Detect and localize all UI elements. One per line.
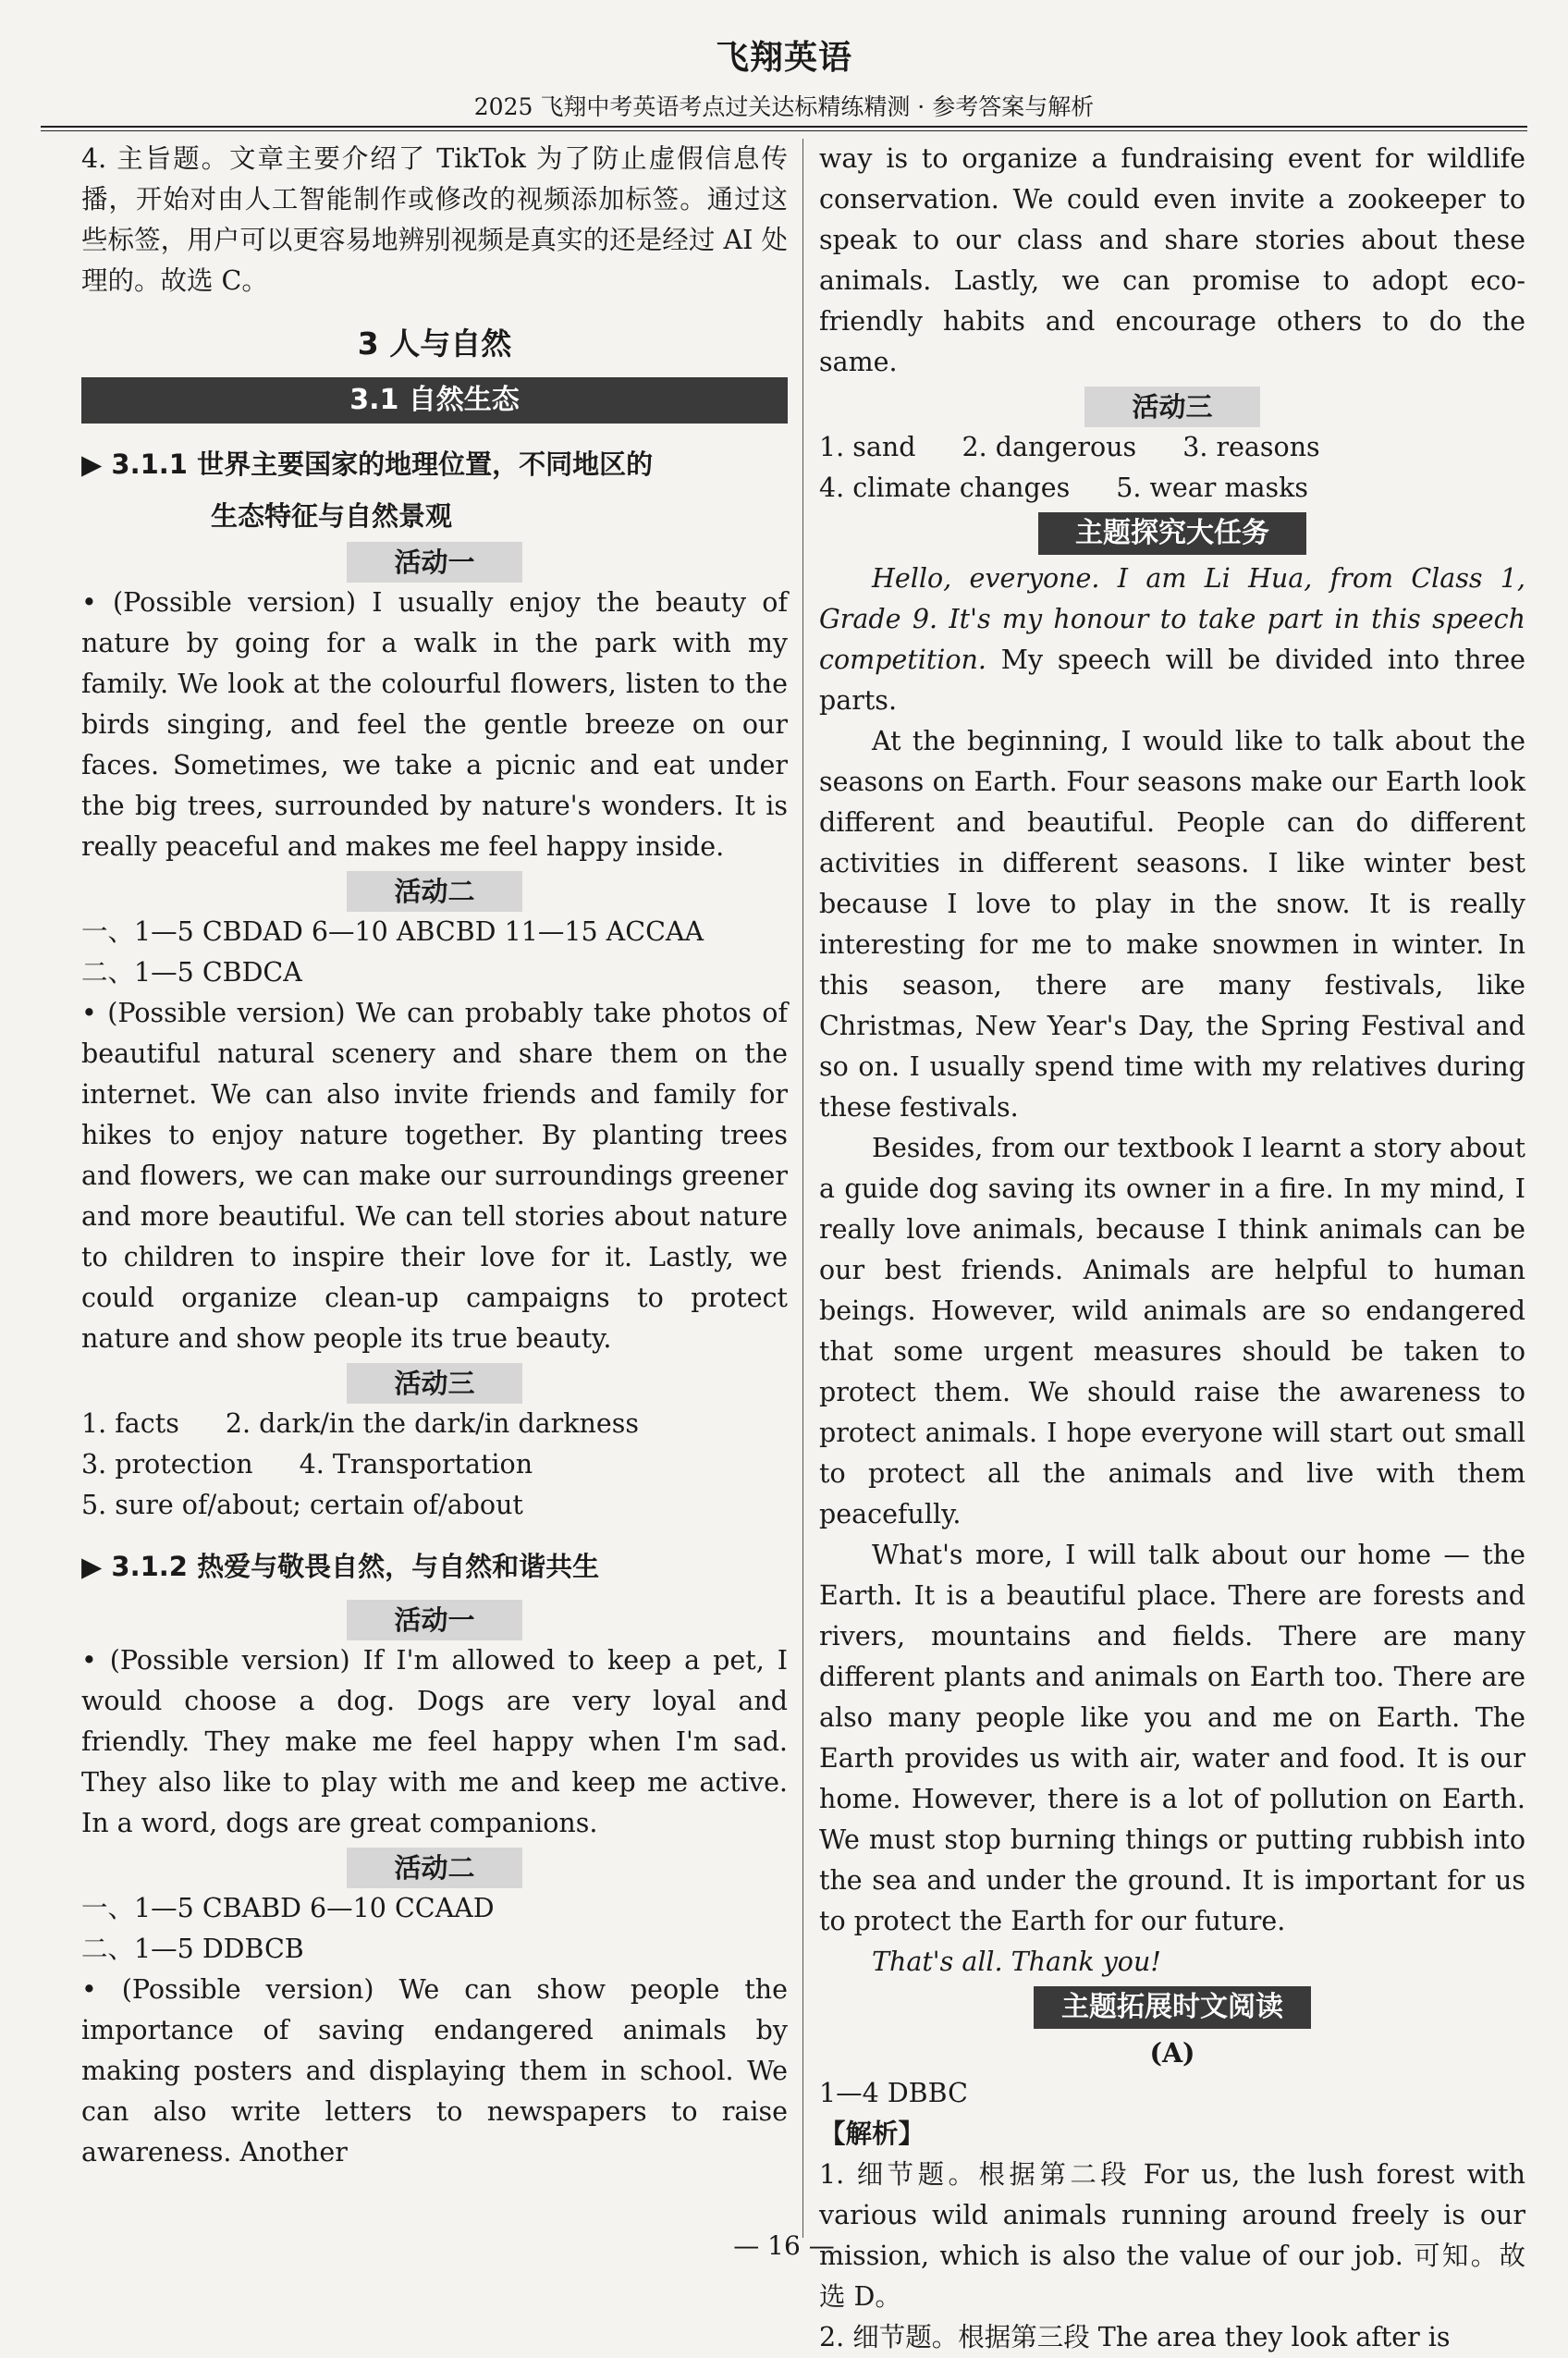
t1-activity3-answers [81,1404,788,1526]
speech-para-2: Besides, from our textbook I learnt a story about a guide dog saving its owner in a fire. In my mind, I really love animals, because I think animals can be our best friends. Animals are helpful to human beings. However, wild animals are so endangered that some urgent measures should be taken to protect them. We should raise the awareness to protect animals. I hope everyone will start out small to protect all the animals and live with them peacefully. [819,1133,1525,1529]
answer-item: 5. sure of/about; certain of/about [81,1490,523,1520]
answer-item: 1. facts [81,1408,179,1439]
speech-para-1: At the beginning, I would like to talk about the seasons on Earth. Four seasons make our Earth look different and beautiful. People can do different activities in different seasons. I like winter best because I love to play in the snow. It is really interesting for me to make snowmen in winter. In this season, there are many festivals, like Christmas, New Year's Day, the Spring Festival and so on. I usually spend time with my relatives during these festivals. [819,726,1525,1123]
answer-4: 4. 主旨题。文章主要介绍了 TikTok 为了防止虚假信息传播，开始对由人工智能制作或修改的视频添加标签。通过这些标签，用户可以更容易地辨别视频是真实的还是经过 AI 处理的。故选 C。 [81,143,788,296]
header-rule-thin [41,130,1527,131]
activity-3-tag: 活动三 [1084,387,1260,427]
speech-intro [819,559,1525,721]
analysis-1: 1. 细节题。根据第二段 For us, the lush forest with various wild animals running around freely is our mission, which is also the value of our job. 可知。故选 D。 [819,2159,1525,2312]
t2-activity2-answers-2: 二、1—5 DDBCB [81,1934,304,1964]
activity3-answers [819,427,1525,509]
big-task-tag: 主题探究大任务 [1038,512,1306,555]
analysis-2: 2. 细节题。根据第三段 The area they look after is [819,2322,1451,2352]
topic-3-1-2-title: ▶ 3.1.2 热爱与敬畏自然，与自然和谐共生 [81,1551,600,1582]
t2-activity2-text: • (Possible version) We can show people the importance of saving endangered animals by making posters and displaying them in school. We can also write letters to newspapers to raise awareness. Another [81,1974,788,2168]
speech-para-3: What's more, I will talk about our home — the Earth. It is a beautiful place. There are forests and rivers, mountains and fields. There are many different plants and animals on Earth too. There are also many people like you and me on Earth. The Earth provides us with air, water and food. It is our home. However, there is a lot of pollution on Earth. We must stop burning things or putting rubbish into the sea and under the ground. It is important for us to protect the Earth for our future. [819,1540,1525,1936]
answer-item: 2. dangerous [962,432,1137,462]
activity-2-tag: 活动二 [347,1848,522,1888]
answers-a: 1—4 DBBC [819,2078,968,2108]
t1-activity2-text: • (Possible version) We can probably take photos of beautiful natural scenery and share them on the internet. We can also invite friends and family for hikes to enjoy nature together. By planting trees and flowers, we can make our surroundings greener and more beautiful. We can tell stories about nature to children to inspire their love for it. Lastly, we could organize clean-up campaigns to protect nature and show people its true beauty. [81,998,788,1354]
activity-1-tag: 活动一 [347,542,522,583]
t1-activity2-answers-2: 二、1—5 CBDCA [81,957,302,988]
answer-item: 1. sand [819,432,916,462]
chapter-title: 3 人与自然 [357,325,512,362]
speech-intro-italic: Hello, everyone. I am Li Hua, from Class 1, Grade 9. It's my honour to take part in this speech competition. [819,563,1525,675]
header-rule [41,126,1527,128]
page-number: — 16 — [733,2230,835,2261]
reading-tag: 主题拓展时文阅读 [1034,1986,1311,2029]
t2-activity2-answers-1: 一、1—5 CBABD 6—10 CCAAD [81,1893,495,1923]
section-bar: 3.1 自然生态 [81,377,788,424]
part-a-label: (A) [1149,2037,1195,2069]
activity-3-tag: 活动三 [347,1363,522,1404]
activity-1-tag: 活动一 [347,1600,522,1640]
speech-intro-rest: My speech will be divided into three parts. [819,645,1525,716]
answer-item: 4. Transportation [299,1449,533,1480]
topic-3-1-1-title-cont: 生态特征与自然景观 [211,500,453,532]
brand-logo: 飞翔英语 [715,39,852,77]
answer-item: 4. climate changes [819,473,1071,503]
t1-activity1-text: • (Possible version) I usually enjoy the beauty of nature by going for a walk in the park with my family. We look at the colourful flowers, listen to the birds singing, and feel the gentle breeze on our faces. Sometimes, we take a picnic and eat under the big trees, surrounded by nature's wonders. It is really peaceful and makes me feel happy inside. [81,587,788,862]
right-column [819,139,1525,2358]
topic-3-1-1-title: ▶ 3.1.1 世界主要国家的地理位置，不同地区的 [81,448,654,480]
activity-2-tag: 活动二 [347,871,522,912]
t2-activity1-text: • (Possible version) If I'm allowed to keep a pet, I would choose a dog. Dogs are very loyal and friendly. They make me feel happy when I'm sad. They also like to play with me and keep me active. In a word, dogs are great companions. [81,1645,788,1838]
answer-item: 3. reasons [1182,432,1320,462]
continued-text: way is to organize a fundraising event for wildlife conservation. We could even invite a zookeeper to speak to our class and share stories about these animals. Lastly, we can promise to adopt eco-friendly habits and encourage others to do the same. [819,143,1525,377]
speech-closing: That's all. Thank you! [872,1947,1161,1977]
answer-item: 5. wear masks [1116,473,1308,503]
book-subtitle: 2025 飞翔中考英语考点过关达标精练精测 · 参考答案与解析 [473,93,1095,120]
analysis-label: 【解析】 [819,2119,925,2149]
t1-activity2-answers-1: 一、1—5 CBDAD 6—10 ABCBD 11—15 ACCAA [81,916,704,947]
column-divider [802,139,803,2238]
left-column [81,139,788,2173]
answer-item: 3. protection [81,1449,253,1480]
answer-item: 2. dark/in the dark/in darkness [225,1408,639,1439]
